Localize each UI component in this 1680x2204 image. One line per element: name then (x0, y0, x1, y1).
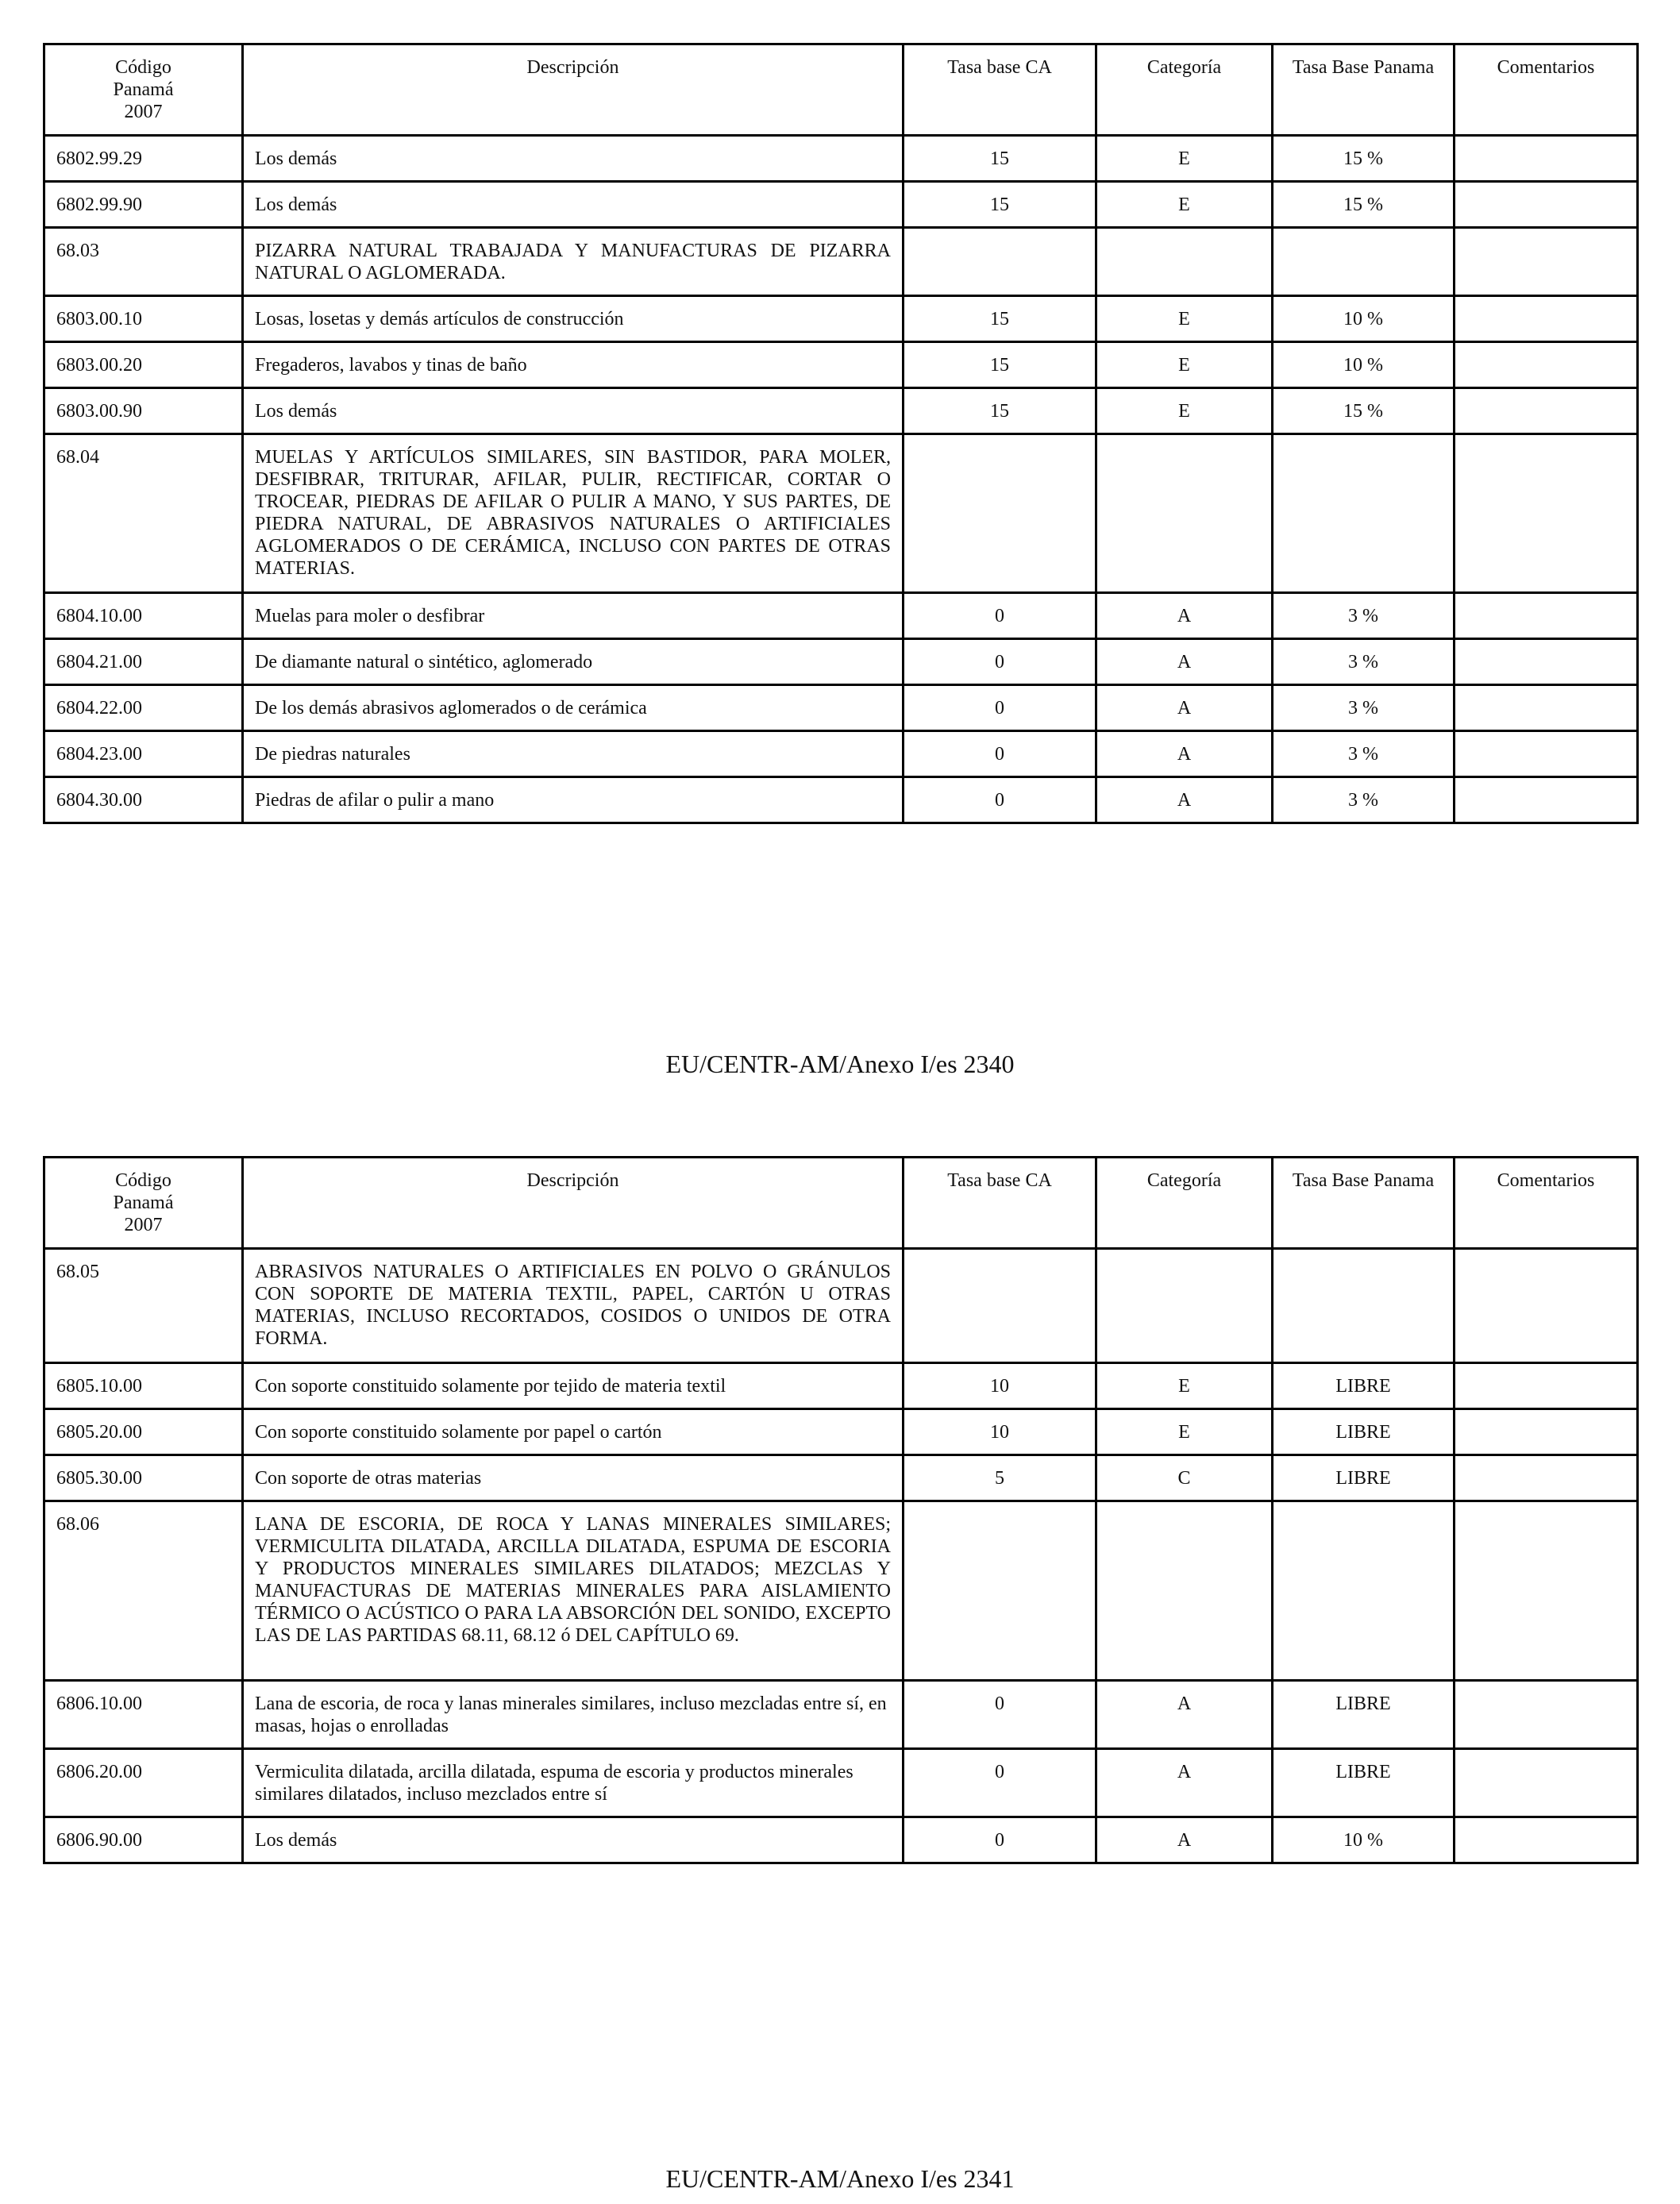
cell-codigo: 6804.23.00 (44, 731, 243, 777)
cell-comentarios (1455, 1817, 1638, 1863)
cell-tasa-panama (1273, 1501, 1455, 1681)
cell-codigo: 68.04 (44, 434, 243, 593)
header-comentarios: Comentarios (1455, 1158, 1638, 1249)
header-tasa-panama: Tasa Base Panama (1273, 44, 1455, 136)
cell-descripcion: De piedras naturales (243, 731, 904, 777)
cell-categoria: A (1096, 639, 1273, 685)
cell-descripcion: Con soporte de otras materias (243, 1455, 904, 1501)
cell-descripcion: Fregaderos, lavabos y tinas de baño (243, 342, 904, 388)
cell-tasa-panama: LIBRE (1273, 1409, 1455, 1455)
cell-comentarios (1455, 228, 1638, 296)
cell-comentarios (1455, 1501, 1638, 1681)
cell-comentarios (1455, 182, 1638, 228)
table-row (44, 1363, 1638, 1409)
cell-descripcion: LANA DE ESCORIA, DE ROCA Y LANAS MINERALES SIMILARES; VERMICULITA DILATADA, ARCILLA DILATADA, ESPUMA DE ESCORIA Y PRODUCTOS MINERALES SIMILARES DILATADOS; MEZCLAS Y MANUFACTURAS DE MATERIAS MINERALES PARA AISLAMIENTO TÉRMICO O ACÚSTICO O PARA LA ABSORCIÓN DEL SONIDO, EXCEPTO LAS DE LAS PARTIDAS 68.11, 68.12 ó DEL CAPÍTULO 69. (243, 1501, 904, 1681)
cell-categoria: A (1096, 1817, 1273, 1863)
cell-categoria: A (1096, 731, 1273, 777)
cell-categoria: E (1096, 1363, 1273, 1409)
cell-codigo: 68.06 (44, 1501, 243, 1681)
table-row (44, 731, 1638, 777)
cell-descripcion: Muelas para moler o desfibrar (243, 593, 904, 639)
cell-comentarios (1455, 136, 1638, 182)
cell-tasa-panama: LIBRE (1273, 1681, 1455, 1749)
table-row (44, 1455, 1638, 1501)
table-row (44, 1249, 1638, 1363)
header-codigo: Código Panamá 2007 (44, 44, 243, 136)
cell-tasa-ca: 0 (904, 593, 1096, 639)
cell-descripcion: Piedras de afilar o pulir a mano (243, 777, 904, 823)
cell-tasa-ca: 0 (904, 685, 1096, 731)
cell-comentarios (1455, 1409, 1638, 1455)
cell-tasa-ca: 10 (904, 1363, 1096, 1409)
cell-categoria: A (1096, 593, 1273, 639)
cell-descripcion: De diamante natural o sintético, aglomerado (243, 639, 904, 685)
table-row (44, 228, 1638, 296)
cell-tasa-ca (904, 1501, 1096, 1681)
cell-comentarios (1455, 777, 1638, 823)
cell-categoria: E (1096, 136, 1273, 182)
cell-tasa-ca: 15 (904, 136, 1096, 182)
table-row (44, 593, 1638, 639)
cell-codigo: 6806.90.00 (44, 1817, 243, 1863)
cell-tasa-ca: 10 (904, 1409, 1096, 1455)
cell-tasa-panama: 15 % (1273, 182, 1455, 228)
cell-categoria (1096, 228, 1273, 296)
cell-codigo: 6804.22.00 (44, 685, 243, 731)
tariff-table-page-2341 (43, 1156, 1639, 1864)
cell-comentarios (1455, 731, 1638, 777)
header-comentarios: Comentarios (1455, 44, 1638, 136)
table-header-row (44, 1158, 1638, 1249)
cell-tasa-panama: 3 % (1273, 685, 1455, 731)
cell-tasa-panama: 3 % (1273, 731, 1455, 777)
cell-categoria: E (1096, 296, 1273, 342)
cell-tasa-panama: 3 % (1273, 593, 1455, 639)
cell-comentarios (1455, 639, 1638, 685)
cell-tasa-panama: LIBRE (1273, 1363, 1455, 1409)
cell-descripcion: Losas, losetas y demás artículos de construcción (243, 296, 904, 342)
cell-comentarios (1455, 296, 1638, 342)
page-footer-2340: EU/CENTR-AM/Anexo I/es 2340 (665, 1050, 1015, 1078)
cell-categoria: E (1096, 388, 1273, 434)
cell-codigo: 6804.10.00 (44, 593, 243, 639)
cell-tasa-panama: 10 % (1273, 342, 1455, 388)
cell-codigo: 6805.10.00 (44, 1363, 243, 1409)
cell-categoria: A (1096, 1749, 1273, 1817)
table-body (44, 1249, 1638, 1863)
cell-codigo: 68.03 (44, 228, 243, 296)
header-tasa-ca: Tasa base CA (904, 1158, 1096, 1249)
header-categoria: Categoría (1096, 44, 1273, 136)
cell-comentarios (1455, 1363, 1638, 1409)
cell-comentarios (1455, 1681, 1638, 1749)
cell-tasa-ca: 0 (904, 1817, 1096, 1863)
cell-descripcion: Los demás (243, 1817, 904, 1863)
cell-categoria: A (1096, 1681, 1273, 1749)
table-row (44, 388, 1638, 434)
cell-tasa-panama: 3 % (1273, 639, 1455, 685)
cell-comentarios (1455, 685, 1638, 731)
table-row (44, 296, 1638, 342)
cell-tasa-panama: 10 % (1273, 1817, 1455, 1863)
table-row (44, 1749, 1638, 1817)
cell-categoria: E (1096, 182, 1273, 228)
cell-comentarios (1455, 593, 1638, 639)
cell-tasa-ca: 15 (904, 296, 1096, 342)
cell-tasa-panama (1273, 228, 1455, 296)
cell-categoria: A (1096, 777, 1273, 823)
cell-tasa-panama (1273, 434, 1455, 593)
table-body (44, 136, 1638, 823)
table-row (44, 639, 1638, 685)
cell-descripcion: Con soporte constituido solamente por tejido de materia textil (243, 1363, 904, 1409)
cell-codigo: 68.05 (44, 1249, 243, 1363)
cell-descripcion: Con soporte constituido solamente por papel o cartón (243, 1409, 904, 1455)
header-categoria: Categoría (1096, 1158, 1273, 1249)
cell-tasa-ca (904, 434, 1096, 593)
cell-tasa-ca: 0 (904, 777, 1096, 823)
cell-codigo: 6804.30.00 (44, 777, 243, 823)
cell-tasa-panama (1273, 1249, 1455, 1363)
cell-tasa-ca: 15 (904, 388, 1096, 434)
cell-tasa-panama: 3 % (1273, 777, 1455, 823)
cell-descripcion: Los demás (243, 136, 904, 182)
cell-categoria (1096, 1501, 1273, 1681)
cell-tasa-ca: 15 (904, 182, 1096, 228)
table-row (44, 1409, 1638, 1455)
page-footer-2341: EU/CENTR-AM/Anexo I/es 2341 (665, 2164, 1015, 2193)
cell-codigo: 6802.99.90 (44, 182, 243, 228)
cell-comentarios (1455, 388, 1638, 434)
cell-tasa-ca (904, 1249, 1096, 1363)
cell-descripcion: Los demás (243, 182, 904, 228)
cell-categoria (1096, 434, 1273, 593)
cell-categoria: A (1096, 685, 1273, 731)
cell-categoria: E (1096, 1409, 1273, 1455)
cell-descripcion: Vermiculita dilatada, arcilla dilatada, espuma de escoria y productos minerales similares dilatados, incluso mezclados entre sí (243, 1749, 904, 1817)
cell-categoria (1096, 1249, 1273, 1363)
cell-categoria: E (1096, 342, 1273, 388)
cell-tasa-ca: 0 (904, 1749, 1096, 1817)
cell-descripcion: MUELAS Y ARTÍCULOS SIMILARES, SIN BASTIDOR, PARA MOLER, DESFIBRAR, TRITURAR, AFILAR, PULIR, RECTIFICAR, CORTAR O TROCEAR, PIEDRAS DE AFILAR O PULIR A MANO, Y SUS PARTES, DE PIEDRA NATURAL, DE ABRASIVOS NATURALES O ARTIFICIALES AGLOMERADOS O DE CERÁMICA, INCLUSO CON PARTES DE OTRAS MATERIAS. (243, 434, 904, 593)
header-tasa-panama: Tasa Base Panama (1273, 1158, 1455, 1249)
cell-codigo: 6803.00.90 (44, 388, 243, 434)
table-row (44, 342, 1638, 388)
cell-tasa-ca: 5 (904, 1455, 1096, 1501)
table-row (44, 136, 1638, 182)
cell-comentarios (1455, 1455, 1638, 1501)
cell-codigo: 6806.20.00 (44, 1749, 243, 1817)
cell-comentarios (1455, 342, 1638, 388)
table-row (44, 1501, 1638, 1681)
cell-comentarios (1455, 434, 1638, 593)
header-codigo: Código Panamá 2007 (44, 1158, 243, 1249)
cell-comentarios (1455, 1249, 1638, 1363)
table-row (44, 1817, 1638, 1863)
cell-tasa-panama: 15 % (1273, 388, 1455, 434)
table-row (44, 182, 1638, 228)
cell-tasa-ca: 15 (904, 342, 1096, 388)
table-row (44, 434, 1638, 593)
cell-codigo: 6802.99.29 (44, 136, 243, 182)
cell-tasa-ca: 0 (904, 731, 1096, 777)
tariff-table-page-2340 (43, 43, 1639, 824)
table-row (44, 777, 1638, 823)
cell-descripcion: De los demás abrasivos aglomerados o de cerámica (243, 685, 904, 731)
cell-codigo: 6805.20.00 (44, 1409, 243, 1455)
cell-tasa-panama: LIBRE (1273, 1455, 1455, 1501)
cell-categoria: C (1096, 1455, 1273, 1501)
cell-codigo: 6803.00.10 (44, 296, 243, 342)
cell-codigo: 6805.30.00 (44, 1455, 243, 1501)
cell-codigo: 6806.10.00 (44, 1681, 243, 1749)
cell-descripcion: PIZARRA NATURAL TRABAJADA Y MANUFACTURAS DE PIZARRA NATURAL O AGLOMERADA. (243, 228, 904, 296)
cell-tasa-panama: 15 % (1273, 136, 1455, 182)
header-descripcion: Descripción (243, 1158, 904, 1249)
cell-tasa-ca (904, 228, 1096, 296)
cell-tasa-ca: 0 (904, 1681, 1096, 1749)
cell-tasa-panama: 10 % (1273, 296, 1455, 342)
cell-descripcion: Lana de escoria, de roca y lanas minerales similares, incluso mezcladas entre sí, en masas, hojas o enrolladas (243, 1681, 904, 1749)
header-tasa-ca: Tasa base CA (904, 44, 1096, 136)
header-descripcion: Descripción (243, 44, 904, 136)
cell-descripcion: ABRASIVOS NATURALES O ARTIFICIALES EN POLVO O GRÁNULOS CON SOPORTE DE MATERIA TEXTIL, PAPEL, CARTÓN U OTRAS MATERIAS, INCLUSO RECORTADOS, COSIDOS O UNIDOS DE OTRA FORMA. (243, 1249, 904, 1363)
table-row (44, 1681, 1638, 1749)
cell-tasa-ca: 0 (904, 639, 1096, 685)
cell-codigo: 6804.21.00 (44, 639, 243, 685)
cell-codigo: 6803.00.20 (44, 342, 243, 388)
cell-tasa-panama: LIBRE (1273, 1749, 1455, 1817)
cell-descripcion: Los demás (243, 388, 904, 434)
cell-comentarios (1455, 1749, 1638, 1817)
table-row (44, 685, 1638, 731)
table-header-row (44, 44, 1638, 136)
